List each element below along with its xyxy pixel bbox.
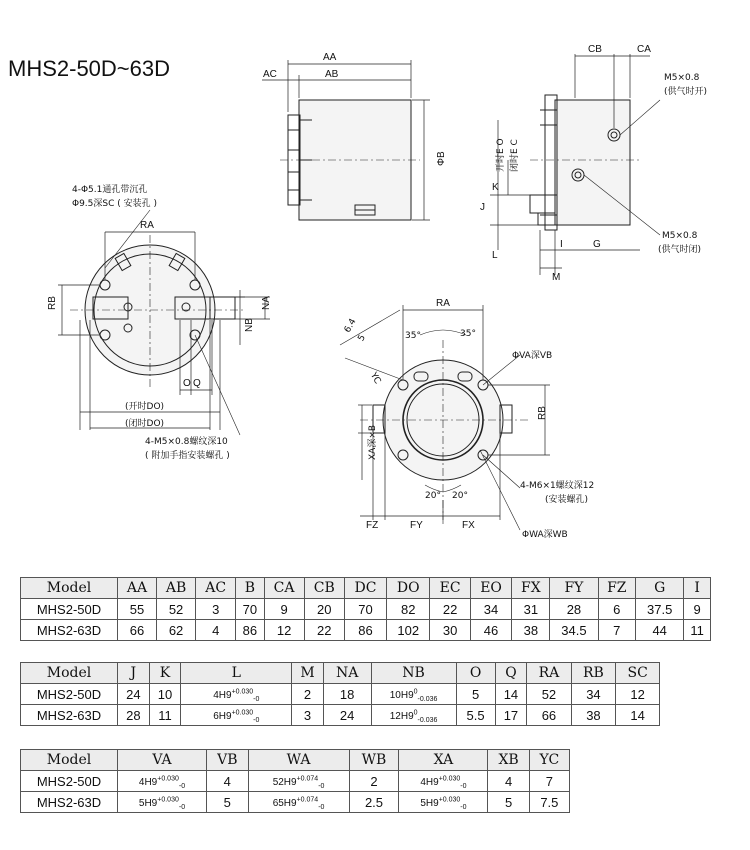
finger-thread-note-2: ( 附加手指安装螺孔 )	[145, 451, 230, 461]
cell-model: MHS2-50D	[21, 599, 118, 620]
col-header: EC	[430, 578, 470, 599]
cell: 9	[684, 599, 711, 620]
label-j: J	[480, 202, 485, 213]
cell: 46	[470, 620, 512, 641]
cell: 44	[636, 620, 684, 641]
note-m6-2: (安装螺孔)	[545, 495, 589, 505]
cell-tolerance: $4H9^{+0.030}_{-0}$	[181, 684, 292, 705]
cell: 17	[495, 705, 527, 726]
mount-hole-note-2: Φ9.5深SC ( 安装孔 )	[72, 199, 157, 209]
cell: 6	[598, 599, 636, 620]
cell: 86	[236, 620, 264, 641]
cell: 11	[684, 620, 711, 641]
cell: 4	[196, 620, 236, 641]
label-l: L	[492, 250, 498, 261]
label-cb: CB	[588, 44, 602, 55]
col-header: O	[456, 663, 495, 684]
cell-tolerance: $5H9^{+0.030}_{-0}$	[118, 792, 207, 813]
cell-tolerance: $4H9^{+0.030}_{-0}$	[399, 771, 488, 792]
col-header: NB	[371, 663, 456, 684]
col-header: NA	[323, 663, 371, 684]
cell: 2.5	[349, 792, 399, 813]
cell: 2	[349, 771, 399, 792]
label-k: K	[492, 182, 499, 193]
cell: 38	[512, 620, 550, 641]
cell: 62	[156, 620, 195, 641]
col-header: G	[636, 578, 684, 599]
col-header: DC	[344, 578, 386, 599]
cell-tolerance: $65H9^{+0.074}_{-0}$	[248, 792, 349, 813]
col-header: VB	[207, 750, 249, 771]
label-eo: 开时E O	[496, 138, 506, 172]
spec-table-2	[20, 662, 660, 726]
label-6-4: 6.4	[342, 317, 359, 335]
label-g: G	[593, 239, 601, 250]
cell-model: MHS2-63D	[21, 705, 118, 726]
table-row	[21, 771, 570, 792]
cell-tolerance: $5H9^{+0.030}_{-0}$	[399, 792, 488, 813]
col-header: I	[684, 578, 711, 599]
cell-model: MHS2-50D	[21, 771, 118, 792]
label-na: NA	[261, 296, 272, 310]
cell: 37.5	[636, 599, 684, 620]
col-header: K	[149, 663, 181, 684]
cell-tolerance: $52H9^{+0.074}_{-0}$	[248, 771, 349, 792]
col-header: WA	[248, 750, 349, 771]
cell: 4	[488, 771, 529, 792]
cell: 52	[156, 599, 195, 620]
col-header: XB	[488, 750, 529, 771]
cell: 14	[616, 705, 660, 726]
cell: 34.5	[550, 620, 598, 641]
col-header-model: Model	[21, 578, 118, 599]
cell: 5	[456, 684, 495, 705]
cell: 82	[387, 599, 430, 620]
cell: 14	[495, 684, 527, 705]
cell: 30	[430, 620, 470, 641]
cell: 12	[616, 684, 660, 705]
label-o: O	[183, 378, 191, 389]
cell: 5	[207, 792, 249, 813]
cell: 55	[118, 599, 157, 620]
cell: 31	[512, 599, 550, 620]
col-header: RA	[527, 663, 571, 684]
col-header: XA	[399, 750, 488, 771]
label-close-do: (闭时DO)	[125, 419, 165, 429]
cell: 5.5	[456, 705, 495, 726]
angle-left: 35°	[405, 331, 421, 341]
table-header-row	[21, 750, 570, 771]
col-header: VA	[118, 750, 207, 771]
col-header: FY	[550, 578, 598, 599]
port-close-thread: M5×0.8	[662, 231, 698, 241]
col-header-model: Model	[21, 750, 118, 771]
cell: 20	[304, 599, 344, 620]
angle-bottom-right: 20°	[452, 491, 468, 501]
bottom-view	[340, 305, 553, 530]
cell-model: MHS2-63D	[21, 792, 118, 813]
cell-tolerance: $4H9^{+0.030}_{-0}$	[118, 771, 207, 792]
label-rb-front: RB	[47, 296, 58, 310]
label-ab: AB	[325, 69, 339, 80]
label-fx: FX	[462, 520, 475, 531]
cell: 9	[264, 599, 304, 620]
cell: 86	[344, 620, 386, 641]
col-header: RB	[571, 663, 616, 684]
note-wa: ΦWA深WB	[522, 530, 568, 540]
cell-tolerance: $12H9^0_{-0.036}$	[371, 705, 456, 726]
cell: 7.5	[529, 792, 569, 813]
port-open-note: (供气时开)	[664, 87, 708, 97]
col-header: B	[236, 578, 264, 599]
label-ca: CA	[637, 44, 651, 55]
cell: 28	[550, 599, 598, 620]
finger-thread-note-1: 4-M5×0.8螺纹深10	[145, 437, 228, 447]
col-header: L	[181, 663, 292, 684]
label-nb: NB	[244, 318, 255, 332]
label-q: Q	[193, 378, 201, 389]
label-ec: 闭时E C	[510, 139, 520, 172]
side-view	[262, 60, 430, 220]
cell-model: MHS2-50D	[21, 684, 118, 705]
label-aa: AA	[323, 52, 337, 63]
cell: 38	[571, 705, 616, 726]
cell: 66	[527, 705, 571, 726]
cell: 7	[598, 620, 636, 641]
cell: 66	[118, 620, 157, 641]
col-header: EO	[470, 578, 512, 599]
cell: 22	[304, 620, 344, 641]
cell-tolerance: $6H9^{+0.030}_{-0}$	[181, 705, 292, 726]
label-5: 5	[356, 333, 368, 344]
label-m: M	[552, 272, 561, 283]
label-open-do: (开时DO)	[125, 402, 165, 412]
note-xa: XA深×B	[368, 424, 378, 460]
col-header: M	[292, 663, 323, 684]
cell: 22	[430, 599, 470, 620]
cell: 4	[207, 771, 249, 792]
table-row	[21, 684, 660, 705]
label-ra-front: RA	[140, 220, 154, 231]
cell: 70	[344, 599, 386, 620]
angle-right: 35°	[460, 329, 476, 339]
spec-table-1	[20, 577, 711, 641]
table-row	[21, 599, 711, 620]
cell: 24	[118, 684, 150, 705]
col-header: FX	[512, 578, 550, 599]
cell: 70	[236, 599, 264, 620]
cell: 11	[149, 705, 181, 726]
cell: 2	[292, 684, 323, 705]
col-header: CB	[304, 578, 344, 599]
port-close-note: (供气时闭)	[658, 245, 702, 255]
cell: 3	[292, 705, 323, 726]
col-header: CA	[264, 578, 304, 599]
port-open-thread: M5×0.8	[664, 73, 700, 83]
table-row	[21, 620, 711, 641]
label-ra-bottom: RA	[436, 298, 450, 309]
label-i: I	[560, 239, 563, 250]
cell: 12	[264, 620, 304, 641]
cell: 24	[323, 705, 371, 726]
cell: 102	[387, 620, 430, 641]
table-header-row	[21, 578, 711, 599]
angle-bottom-left: 20°	[425, 491, 441, 501]
cell: 5	[488, 792, 529, 813]
col-header-model: Model	[21, 663, 118, 684]
table-row	[21, 705, 660, 726]
cell-tolerance: $10H9^0_{-0.036}$	[371, 684, 456, 705]
label-b: ΦB	[436, 151, 447, 166]
label-fz: FZ	[366, 520, 379, 531]
col-header: FZ	[598, 578, 636, 599]
col-header: WB	[349, 750, 399, 771]
label-fy: FY	[410, 520, 423, 531]
cell: 7	[529, 771, 569, 792]
cell-model: MHS2-63D	[21, 620, 118, 641]
table-header-row	[21, 663, 660, 684]
cell: 10	[149, 684, 181, 705]
table-row	[21, 792, 570, 813]
col-header: J	[118, 663, 150, 684]
col-header: AC	[196, 578, 236, 599]
cell: 34	[571, 684, 616, 705]
cell: 52	[527, 684, 571, 705]
mount-hole-note-1: 4-Φ5.1通孔带沉孔	[72, 185, 148, 195]
spec-table-3	[20, 749, 570, 813]
label-rb-bottom: RB	[537, 406, 548, 420]
col-header: YC	[529, 750, 569, 771]
drawing-title: MHS2-50D~63D	[8, 56, 171, 81]
note-m6-1: 4-M6×1螺纹深12	[520, 481, 595, 491]
cell: 34	[470, 599, 512, 620]
cell: 3	[196, 599, 236, 620]
col-header: AB	[156, 578, 195, 599]
col-header: Q	[495, 663, 527, 684]
note-va: ΦVA深VB	[512, 351, 553, 361]
col-header: SC	[616, 663, 660, 684]
col-header: AA	[118, 578, 157, 599]
cell: 28	[118, 705, 150, 726]
label-yc: YC	[367, 371, 383, 386]
cell: 18	[323, 684, 371, 705]
label-ac: AC	[263, 69, 277, 80]
col-header: DO	[387, 578, 430, 599]
